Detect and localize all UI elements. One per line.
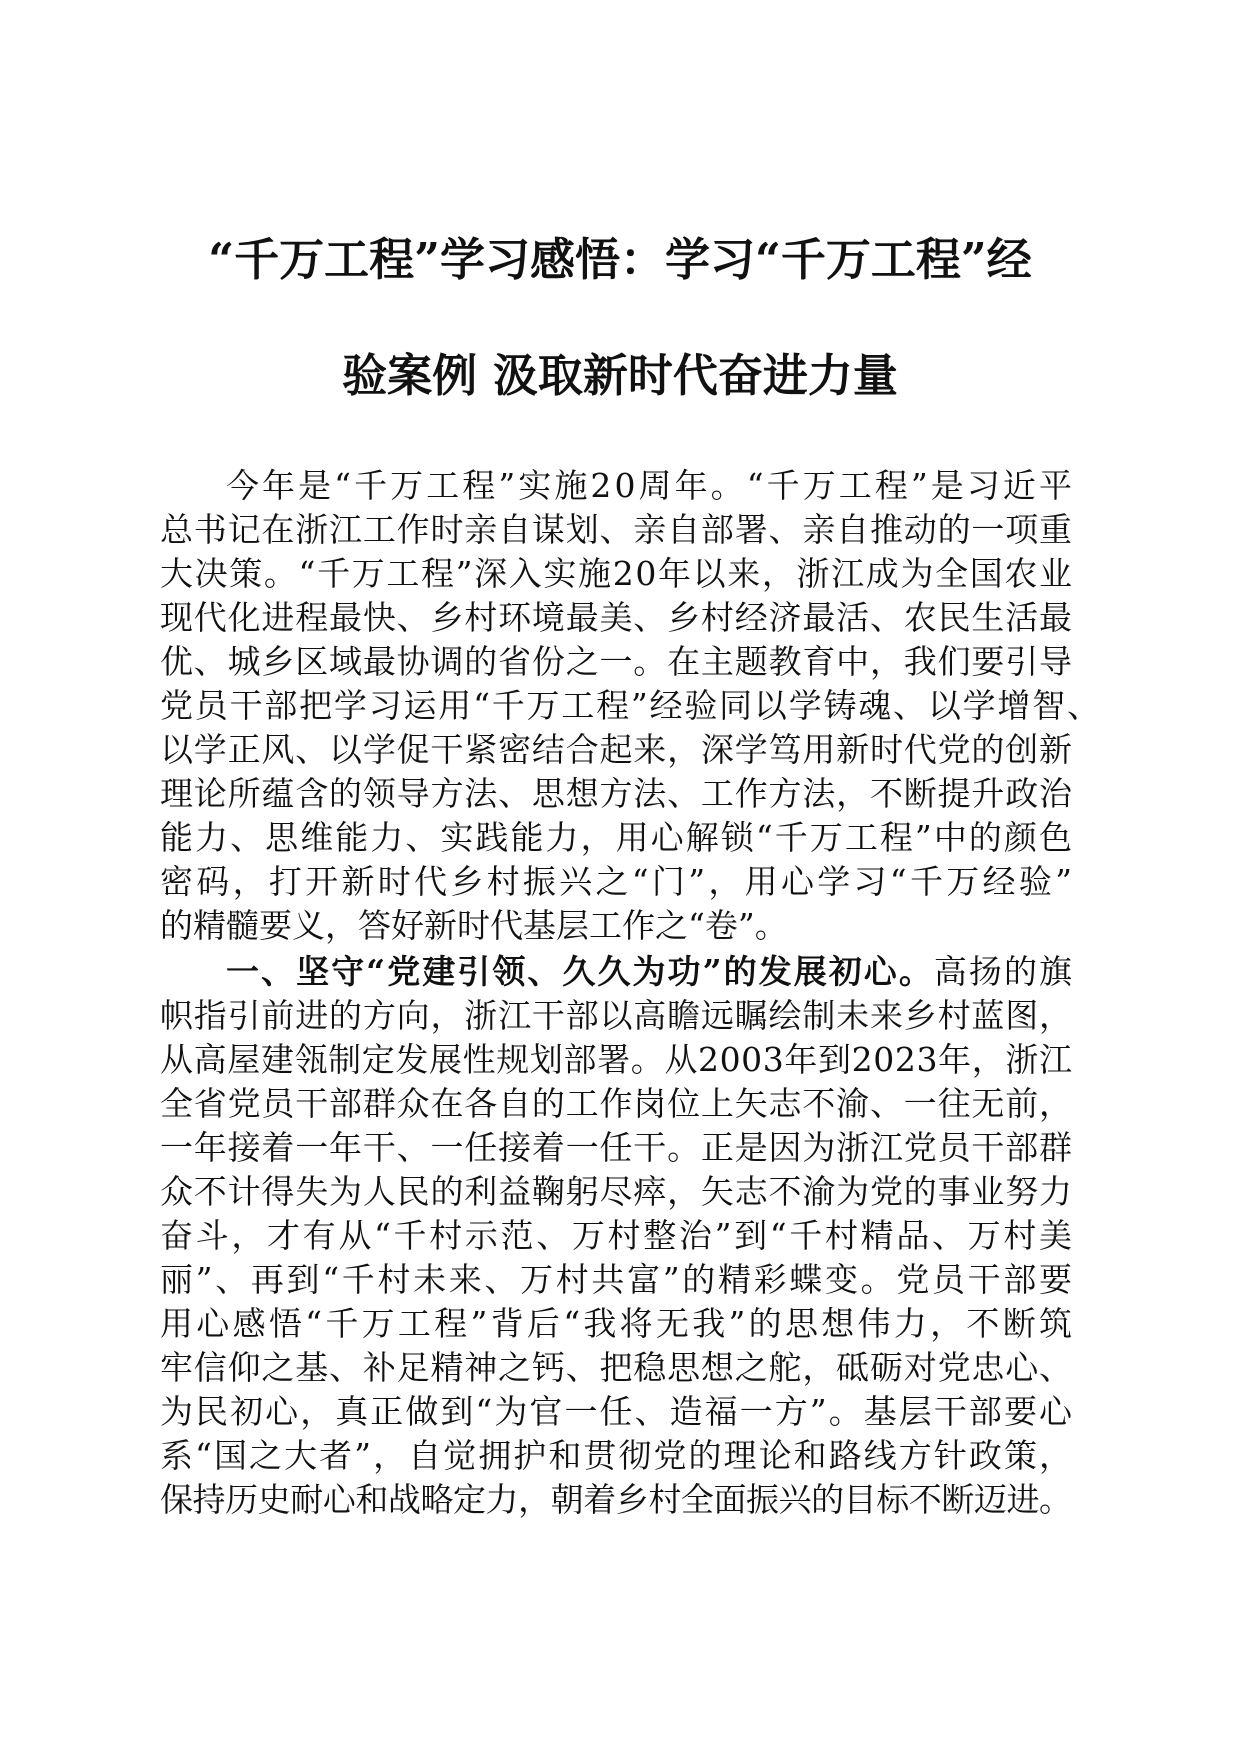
paragraph-2-line: 从高屋建瓴制定发展性规划部署。从2003年到2023年，浙江 [160, 1040, 1073, 1079]
section-heading: 一、坚守“党建引领、久久为功”的发展初心。 [226, 952, 934, 991]
paragraph-2-line: 系“国之大者”，自觉拥护和贯彻党的理论和路线方针政策， [160, 1436, 1075, 1475]
paragraph-1-line: 理论所蕴含的领导方法、思想方法、工作方法，不断提升政治 [160, 774, 1073, 813]
paragraph-2-line: 奋斗，才有从“千村示范、万村整治”到“千村精品、万村美 [160, 1216, 1075, 1255]
paragraph-2-line: 保持历史耐心和战略定力，朝着乡村全面振兴的目标不断迈进。 [160, 1480, 1072, 1519]
paragraph-1-line: 今年是“千万工程”实施20周年。“千万工程”是习近平 [226, 466, 1076, 505]
paragraph-1-line: 能力、思维能力、实践能力，用心解锁“千万工程”中的颜色 [160, 818, 1075, 857]
paragraph-1-line-last: 的精髓要义，答好新时代基层工作之“卷”。 [160, 906, 788, 945]
paragraph-1-line: 密码，打开新时代乡村振兴之“门”，用心学习“千万经验” [160, 862, 1076, 901]
document-title-line-1: “千万工程”学习感悟：学习“千万工程”经 [208, 233, 1032, 286]
paragraph-1-line: 优、城乡区域最协调的省份之一。在主题教育中，我们要引导 [160, 642, 1073, 681]
paragraph-2-line: 一年接着一年干、一任接着一任干。正是因为浙江党员干部群 [160, 1128, 1073, 1167]
paragraph-2-line: 为民初心，真正做到“为官一任、造福一方”。基层干部要心 [160, 1392, 1075, 1431]
paragraph-2-line: 牢信仰之基、补足精神之钙、把稳思想之舵，砥砺对党忠心、 [160, 1348, 1073, 1387]
paragraph-2-line: 用心感悟“千万工程”背后“我将无我”的思想伟力，不断筑 [160, 1304, 1076, 1343]
paragraph-1-line: 总书记在浙江工作时亲自谋划、亲自部署、亲自推动的一项重 [160, 510, 1073, 549]
paragraph-2-line: 众不计得失为人民的利益鞠躬尽瘁，矢志不渝为党的事业努力 [160, 1172, 1073, 1211]
paragraph-2-first-line-rest: 高扬的旗 [933, 952, 1075, 991]
paragraph-2-line: 全省党员干部群众在各自的工作岗位上矢志不渝、一往无前， [160, 1084, 1073, 1123]
paragraph-2-line: 帜指引前进的方向，浙江干部以高瞻远瞩绘制未来乡村蓝图， [160, 996, 1073, 1035]
paragraph-2-first-line [226, 950, 1075, 994]
paragraph-1-line: 现代化进程最快、乡村环境最美、乡村经济最活、农民生活最 [160, 598, 1073, 637]
paragraph-1-line: 大决策。“千万工程”深入实施20年以来，浙江成为全国农业 [160, 554, 1074, 593]
paragraph-1-line: 以学正风、以学促干紧密结合起来，深学笃用新时代党的创新 [160, 730, 1073, 769]
document-title-line-2: 验案例 汲取新时代奋进力量 [342, 349, 898, 402]
paragraph-1-line: 党员干部把学习运用“千万工程”经验同以学铸魂、以学增智、 [160, 686, 1102, 725]
paragraph-2-line: 丽”、再到“千村未来、万村共富”的精彩蝶变。党员干部要 [160, 1260, 1075, 1299]
